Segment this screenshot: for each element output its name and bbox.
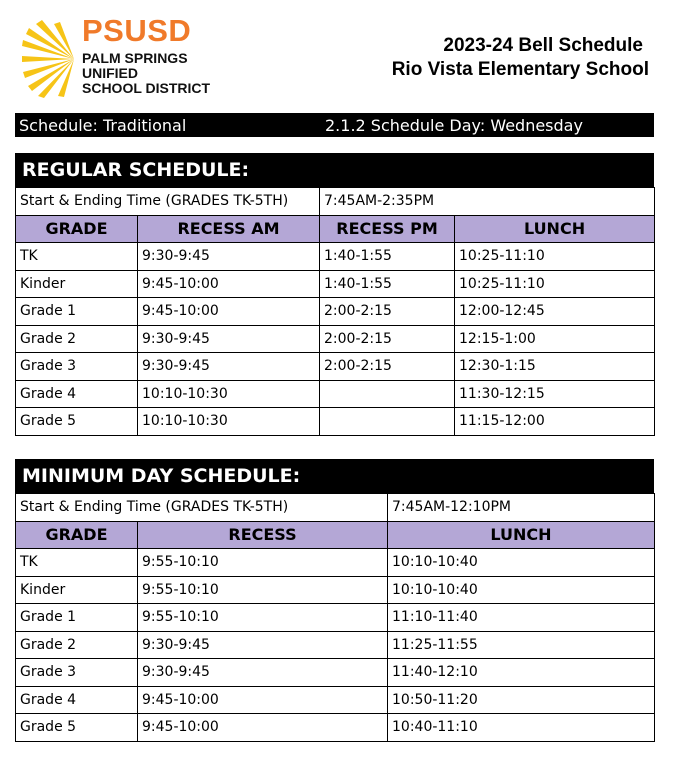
table-cell: 9:55-10:10: [138, 576, 388, 604]
table-cell: 1:40-1:55: [320, 270, 455, 298]
table-cell: 10:10-10:40: [388, 549, 655, 577]
start-end-time-row: [16, 494, 655, 522]
sun-icon: [22, 20, 80, 98]
table-cell: [320, 408, 455, 436]
table-cell: 11:15-12:00: [455, 408, 655, 436]
time-label: Start & Ending Time (GRADES TK-5TH): [16, 494, 388, 522]
table-cell: 9:45-10:00: [138, 686, 388, 714]
table-row: [16, 243, 655, 271]
table-cell: 2:00-2:15: [320, 353, 455, 381]
regular-schedule-heading: REGULAR SCHEDULE:: [15, 153, 654, 187]
table-cell: 11:25-11:55: [388, 631, 655, 659]
table-cell: 9:55-10:10: [138, 549, 388, 577]
table-cell: Grade 5: [16, 714, 138, 742]
table-cell: 12:15-1:00: [455, 325, 655, 353]
table-row: [16, 380, 655, 408]
document-title: 2023-24 Bell Schedule: [443, 35, 643, 56]
column-header: RECESS PM: [320, 215, 455, 243]
table-cell: Grade 1: [16, 298, 138, 326]
column-header: LUNCH: [388, 521, 655, 549]
table-cell: 12:30-1:15: [455, 353, 655, 381]
table-row: [16, 298, 655, 326]
table-cell: 9:30-9:45: [138, 631, 388, 659]
table-cell: 2:00-2:15: [320, 298, 455, 326]
table-cell: Grade 2: [16, 325, 138, 353]
table-cell: 10:40-11:10: [388, 714, 655, 742]
table-row: [16, 631, 655, 659]
time-value: 7:45AM-12:10PM: [388, 494, 655, 522]
regular-schedule-table: [15, 187, 655, 436]
table-cell: 11:40-12:10: [388, 659, 655, 687]
table-cell: 10:10-10:30: [138, 408, 320, 436]
table-cell: Grade 3: [16, 659, 138, 687]
schedule-info-bar: [15, 113, 654, 137]
table-cell: 9:30-9:45: [138, 325, 320, 353]
schedule-day: 2.1.2 Schedule Day: Wednesday: [325, 116, 583, 135]
table-row: [16, 576, 655, 604]
table-row: [16, 686, 655, 714]
column-header: GRADE: [16, 215, 138, 243]
table-cell: TK: [16, 243, 138, 271]
minimum-day-table: [15, 493, 655, 742]
logo-line-3: SCHOOL DISTRICT: [82, 80, 211, 96]
table-cell: 10:10-10:30: [138, 380, 320, 408]
schedule-type: Schedule: Traditional: [19, 116, 187, 135]
table-header-row: [16, 521, 655, 549]
time-value: 7:45AM-2:35PM: [320, 188, 655, 216]
district-logo: [22, 14, 222, 100]
minimum-day-heading: MINIMUM DAY SCHEDULE:: [15, 459, 654, 493]
table-cell: 9:45-10:00: [138, 714, 388, 742]
table-row: [16, 549, 655, 577]
table-cell: Grade 4: [16, 686, 138, 714]
table-cell: Kinder: [16, 576, 138, 604]
table-cell: Grade 3: [16, 353, 138, 381]
table-cell: TK: [16, 549, 138, 577]
table-header-row: [16, 215, 655, 243]
table-row: [16, 714, 655, 742]
logo-line-2: UNIFIED: [82, 65, 138, 81]
table-cell: 9:45-10:00: [138, 298, 320, 326]
table-cell: Grade 5: [16, 408, 138, 436]
column-header: LUNCH: [455, 215, 655, 243]
table-cell: 11:30-12:15: [455, 380, 655, 408]
logo-line-1: PALM SPRINGS: [82, 50, 188, 66]
table-cell: [320, 380, 455, 408]
time-label: Start & Ending Time (GRADES TK-5TH): [16, 188, 320, 216]
table-cell: Grade 1: [16, 604, 138, 632]
table-cell: Grade 4: [16, 380, 138, 408]
table-row: [16, 270, 655, 298]
start-end-time-row: [16, 188, 655, 216]
table-row: [16, 408, 655, 436]
table-cell: Grade 2: [16, 631, 138, 659]
table-row: [16, 325, 655, 353]
table-cell: 9:55-10:10: [138, 604, 388, 632]
table-cell: 10:10-10:40: [388, 576, 655, 604]
table-cell: 10:25-11:10: [455, 243, 655, 271]
column-header: RECESS AM: [138, 215, 320, 243]
table-cell: Kinder: [16, 270, 138, 298]
table-cell: 9:30-9:45: [138, 659, 388, 687]
table-cell: 12:00-12:45: [455, 298, 655, 326]
table-cell: 1:40-1:55: [320, 243, 455, 271]
table-row: [16, 604, 655, 632]
school-name: Rio Vista Elementary School: [391, 59, 649, 80]
table-cell: 9:45-10:00: [138, 270, 320, 298]
table-cell: 2:00-2:15: [320, 325, 455, 353]
table-row: [16, 353, 655, 381]
table-cell: 10:25-11:10: [455, 270, 655, 298]
table-row: [16, 659, 655, 687]
column-header: RECESS: [138, 521, 388, 549]
table-cell: 10:50-11:20: [388, 686, 655, 714]
table-cell: 9:30-9:45: [138, 243, 320, 271]
column-header: GRADE: [16, 521, 138, 549]
logo-brand: PSUSD: [82, 13, 192, 48]
table-cell: 11:10-11:40: [388, 604, 655, 632]
table-cell: 9:30-9:45: [138, 353, 320, 381]
